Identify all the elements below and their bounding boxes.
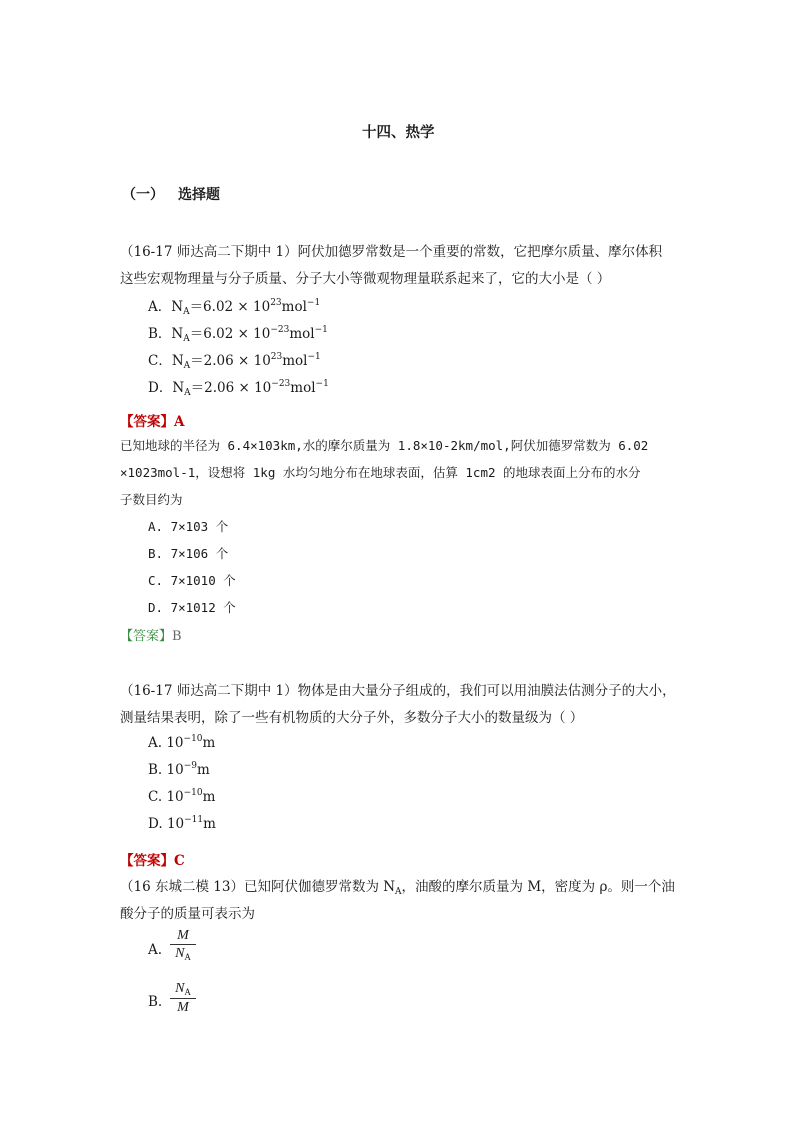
q1-stem-line1: （16-17 师达高二下期中 1）阿伏加德罗常数是一个重要的常数，它把摩尔质量、摩尔体积 <box>120 244 663 260</box>
fraction-numerator: $N_A$ <box>175 981 191 997</box>
q1-option-d: D．$N_A=2.06 \times 10^{-23}mol^{-1}$ <box>148 379 329 398</box>
q4-option-a-fraction <box>170 927 196 963</box>
q2-stem-line1: 已知地球的半径为 6.4×103km,水的摩尔质量为 1.8×10-2km/mol,阿伏加德罗常数为 6.02 <box>120 438 649 453</box>
q3-option-b: B. $10^{-9}m$ <box>148 761 210 778</box>
q2-option-c: C. 7×1010 个 <box>148 573 236 588</box>
q3-stem-line2: 测量结果表明，除了一些有机物质的大分子外，多数分子大小的数量级为（ ） <box>120 710 584 726</box>
q4-option-a-label: A. <box>148 942 163 958</box>
q3-stem-line1: （16-17 师达高二下期中 1）物体是由大量分子组成的，我们可以用油膜法估测分子的大小， <box>120 683 676 699</box>
q2-stem-line3: 子数目约为 <box>120 492 183 507</box>
section-number: （一） <box>122 187 164 203</box>
q1-option-a: A．$N_A=6.02 \times 10^{23}mol^{-1}$ <box>148 298 321 317</box>
q2-option-d: D. 7×1012 个 <box>148 600 236 615</box>
fraction-numerator: M <box>177 928 189 943</box>
q4-stem-line1: （16 东城二模 13）已知阿伏伽德罗常数为 $N_A$，油酸的摩尔质量为 M，密度为 ρ。则一个油 <box>120 879 675 897</box>
section-title: 选择题 <box>178 187 220 203</box>
q1-option-c: C．$N_A=2.06 \times 10^{23}mol^{-1}$ <box>148 352 321 371</box>
q2-option-a: A. 7×103 个 <box>148 519 229 534</box>
q2-option-b: B. 7×106 个 <box>148 546 229 561</box>
q2-stem-line2: ×1023mol-1，设想将 1kg 水均匀地分布在地球表面，估算 1cm2 的地球表面上分布的水分 <box>120 465 641 480</box>
q4-stem-line2: 酸分子的质量可表示为 <box>120 906 255 922</box>
q3-option-c: C. $10^{-10}m$ <box>148 788 216 805</box>
fraction-denominator: $N_A$ <box>175 946 191 962</box>
q3-option-d: D. $10^{-11}m$ <box>148 815 216 832</box>
q1-answer: 【答案】A <box>120 414 185 430</box>
q3-answer: 【答案】C <box>120 853 185 869</box>
page-title: 十四、热学 <box>362 124 435 141</box>
q1-stem-line2: 这些宏观物理量与分子质量、分子大小等微观物理量联系起来了，它的大小是（ ） <box>120 271 611 287</box>
q2-answer: 【答案】B <box>120 629 182 644</box>
q1-option-b: B．$N_A=6.02 \times 10^{-23}mol^{-1}$ <box>148 325 328 344</box>
fraction-denominator: M <box>177 1000 189 1015</box>
q3-option-a: A. $10^{-10}m$ <box>148 734 216 751</box>
q4-option-b-label: B. <box>148 994 163 1010</box>
q4-option-b-fraction <box>170 980 196 1016</box>
